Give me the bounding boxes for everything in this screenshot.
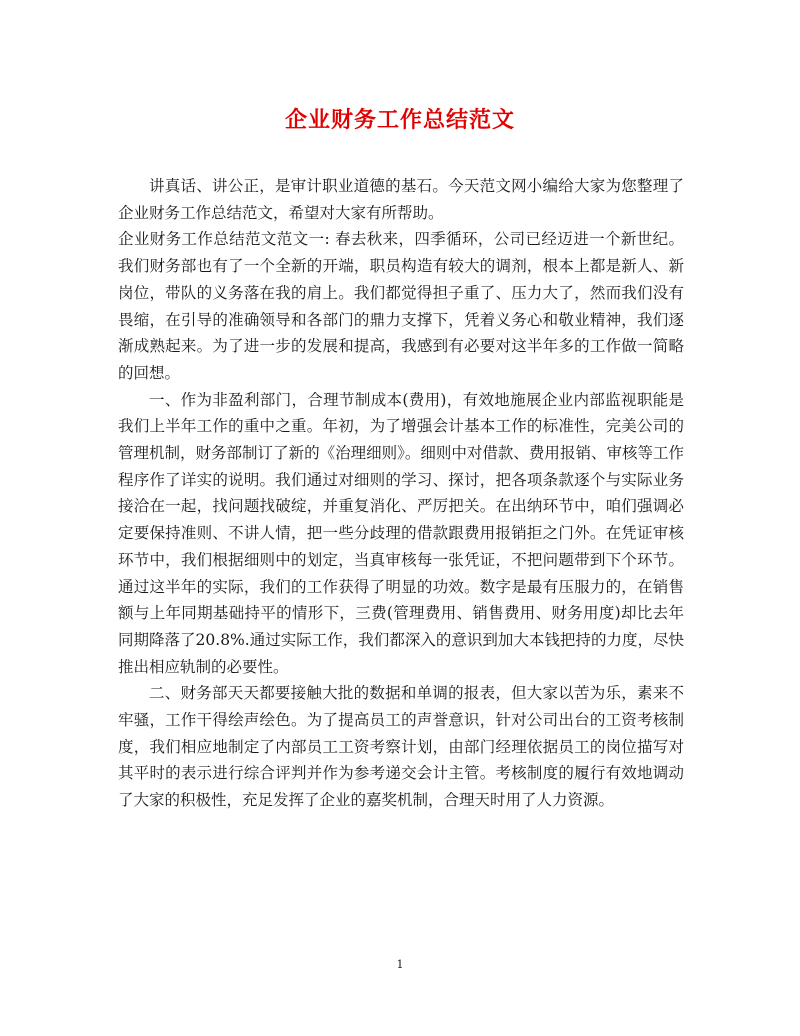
point-2-paragraph: 二、财务部天天都要接触大批的数据和单调的报表，但大家以苦为乐，素来不牢骚，工作干得绘声绘色。为了提高员工的声誉意识，针对公司出台的工资考核制度，我们相应地制定了内部员工工资考察计划，由部门经理依据员工的岗位描写对其平时的表示进行综合评判并作为参考递交会计主管。考核制度的履行有效地调动了大家的积极性，充足发挥了企业的嘉奖机制，合理天时用了人力资源。 [118, 684, 684, 810]
section-1-text: 春去秋来，四季循环，公司已经迈进一个新世纪。我们财务部也有了一个全新的开端，职员构造有较大的调剂，根本上都是新人、新岗位，带队的义务落在我的肩上。我们都觉得担子重了、压力大了，然而我们没有畏缩，在引导的准确领导和各部门的鼎力支撑下，凭着义务心和敬业精神，我们逐渐成熟起来。为了进一步的发展和提高，我感到有必要对这半年多的工作做一简略的回想。 [118, 230, 684, 382]
section-1-heading: 企业财务工作总结范文范文一: [118, 230, 330, 249]
section-1-paragraph [118, 226, 684, 386]
intro-paragraph: 讲真话、讲公正，是审计职业道德的基石。今天范文网小编给大家为您整理了企业财务工作总结范文，希望对大家有所帮助。 [118, 177, 684, 222]
document-body [118, 173, 684, 814]
document-title: 企业财务工作总结范文 [284, 107, 515, 133]
point-1-paragraph: 一、作为非盈利部门，合理节制成本(费用)，有效地施展企业内部监视职能是我们上半年工作的重中之重。年初，为了增强会计基本工作的标准性，完美公司的管理机制，财务部制订了新的《治理细则》。细则中对借款、费用报销、审核等工作程序作了详实的说明。我们通过对细则的学习、探讨，把各项条款逐个与实际业务接洽在一起，找问题找破绽，并重复消化、严厉把关。在出纳环节中，咱们强调必定要保持准则、不讲人情，把一些分歧理的借款跟费用报销拒之门外。在凭证审核环节中，我们根据细则中的划定，当真审核每一张凭证，不把问题带到下个环节。通过这半年的实际，我们的工作获得了明显的功效。数字是最有压服力的，在销售额与上年同期基础持平的情形下，三费(管理费用、销售费用、财务用度)却比去年同期降落了20.8%.通过实际工作，我们都深入的意识到加大本钱把持的力度，尽快推出相应轨制的必要性。 [118, 390, 684, 676]
page-number: 1 [396, 958, 404, 971]
